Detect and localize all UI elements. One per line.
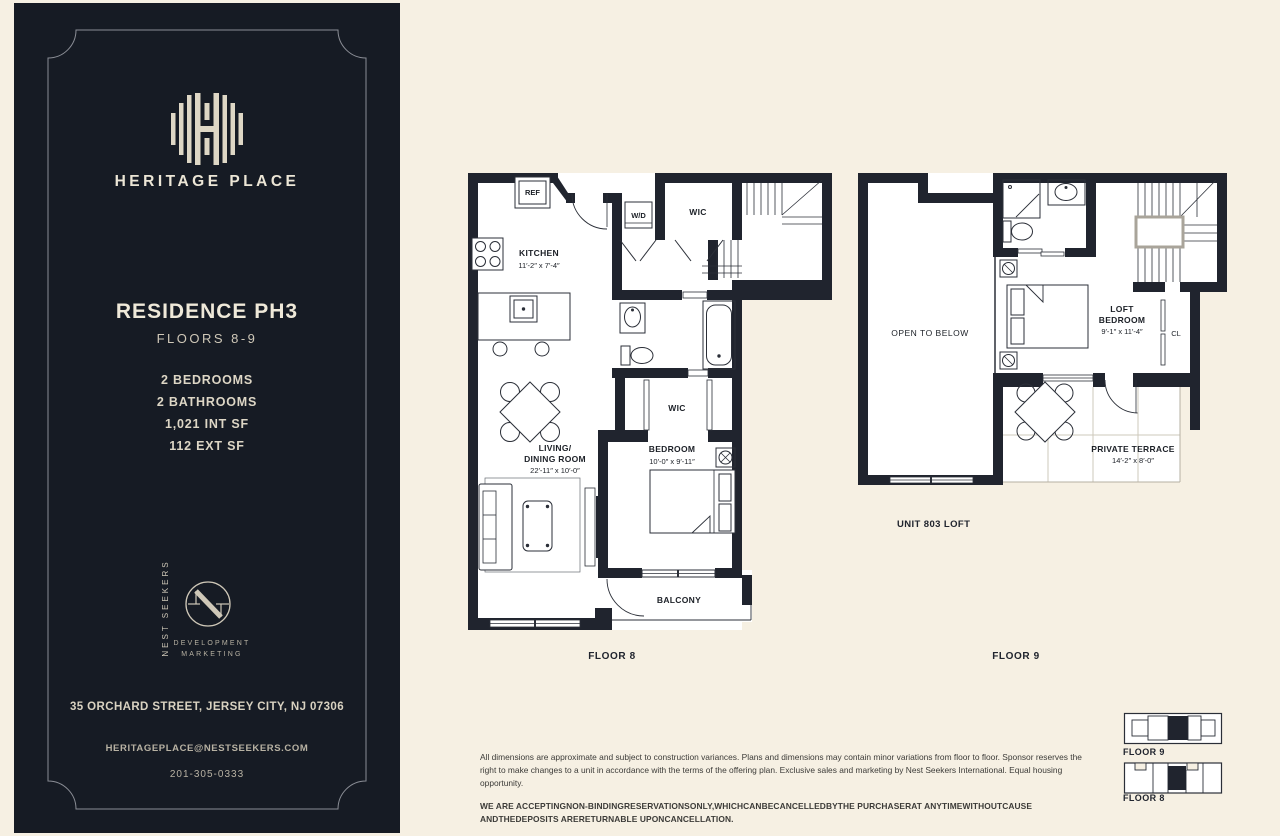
keyplan-floor9 [1123, 712, 1223, 745]
spec-bedrooms: 2 BEDROOMS [160, 373, 254, 387]
agency-line2: MARKETING [181, 651, 243, 658]
floors-subtitle: FLOORS 8-9 [156, 331, 258, 346]
loft-label-1: LOFT [1110, 304, 1134, 314]
keyplan-floor8 [1123, 760, 1223, 795]
nest-seekers-logo [142, 552, 282, 664]
floor8-caption: FLOOR 8 [588, 651, 636, 662]
wic-mid-label: WIC [668, 403, 686, 413]
kitchen-dims: 11′-2″ x 7′-4″ [518, 261, 560, 270]
brand-name: HERITAGE PLACE [114, 173, 300, 190]
email: HERITAGEPLACE@NESTSEEKERS.COM [105, 743, 309, 754]
loft-dims: 9′-1″ x 11′-4″ [1101, 327, 1143, 336]
spec-exterior-sf: 112 EXT SF [169, 439, 245, 453]
open-to-below-label: OPEN TO BELOW [891, 328, 969, 338]
terrace-label: PRIVATE TERRACE [1091, 444, 1175, 454]
cl-label: CL [1171, 329, 1181, 338]
spec-bathrooms: 2 BATHROOMS [156, 395, 258, 409]
floorplan-floor9 [850, 160, 1240, 505]
disclaimer-paragraph-1: All dimensions are approximate and subject to construction variances. Plans and dimensions may contain minor variations from floor to floor. Sponsor reserves the right to make changes to a unit in accordance with the terms of the offering plan. Exclusive sales and marketing by Nest Seekers International. Equal housing opportunity. [480, 752, 1082, 789]
address: 35 ORCHARD STREET, JERSEY CITY, NJ 07306 [70, 701, 344, 713]
terrace-dims: 14′-2″ x 8′-0″ [1112, 456, 1154, 465]
unit-803-loft-label: UNIT 803 LOFT [897, 519, 971, 530]
disclaimer-paragraph-2: WE ARE ACCEPTINGNON-BINDINGRESERVATIONSONLY,WHICHCANBECANCELLEDBYTHE PURCHASERAT ANYTIMEWITHOUTCAUSE ANDTHEDEPOSITS ARERETURNABLE UPONCANCELLATION. [480, 801, 1033, 825]
spec-interior-sf: 1,021 INT SF [165, 417, 249, 431]
bedroom-label: BEDROOM [648, 444, 696, 454]
agency-line1: DEVELOPMENT [173, 640, 251, 647]
floor9-caption: FLOOR 9 [992, 651, 1040, 662]
nest-seekers-vertical-text: NEST SEEKERS [161, 559, 170, 657]
living-dims: 22′-11″ x 10′-0″ [530, 466, 580, 475]
living-label-2: DINING ROOM [524, 454, 586, 464]
bedroom-dims: 10′-0″ x 9′-11″ [649, 457, 695, 466]
disclaimer [480, 751, 1092, 836]
wd-label: W/D [631, 211, 646, 220]
kitchen-label: KITCHEN [519, 248, 559, 258]
balcony-label: BALCONY [656, 595, 702, 605]
residence-title: RESIDENCE PH3 [115, 300, 299, 323]
wic-top-label: WIC [689, 207, 707, 217]
floorplan-floor8 [455, 160, 855, 657]
loft-label-2: BEDROOM [1098, 315, 1146, 325]
living-label-1: LIVING/ [538, 443, 572, 453]
heritage-place-logo-icon [157, 93, 257, 165]
brand-panel [14, 3, 400, 833]
keyplan-floor9-label: FLOOR 9 [1123, 747, 1165, 757]
keyplan-floor8-label: FLOOR 8 [1123, 793, 1165, 803]
phone: 201-305-0333 [169, 769, 245, 780]
nest-seekers-n-monogram [188, 591, 229, 617]
ref-label: REF [525, 188, 540, 197]
